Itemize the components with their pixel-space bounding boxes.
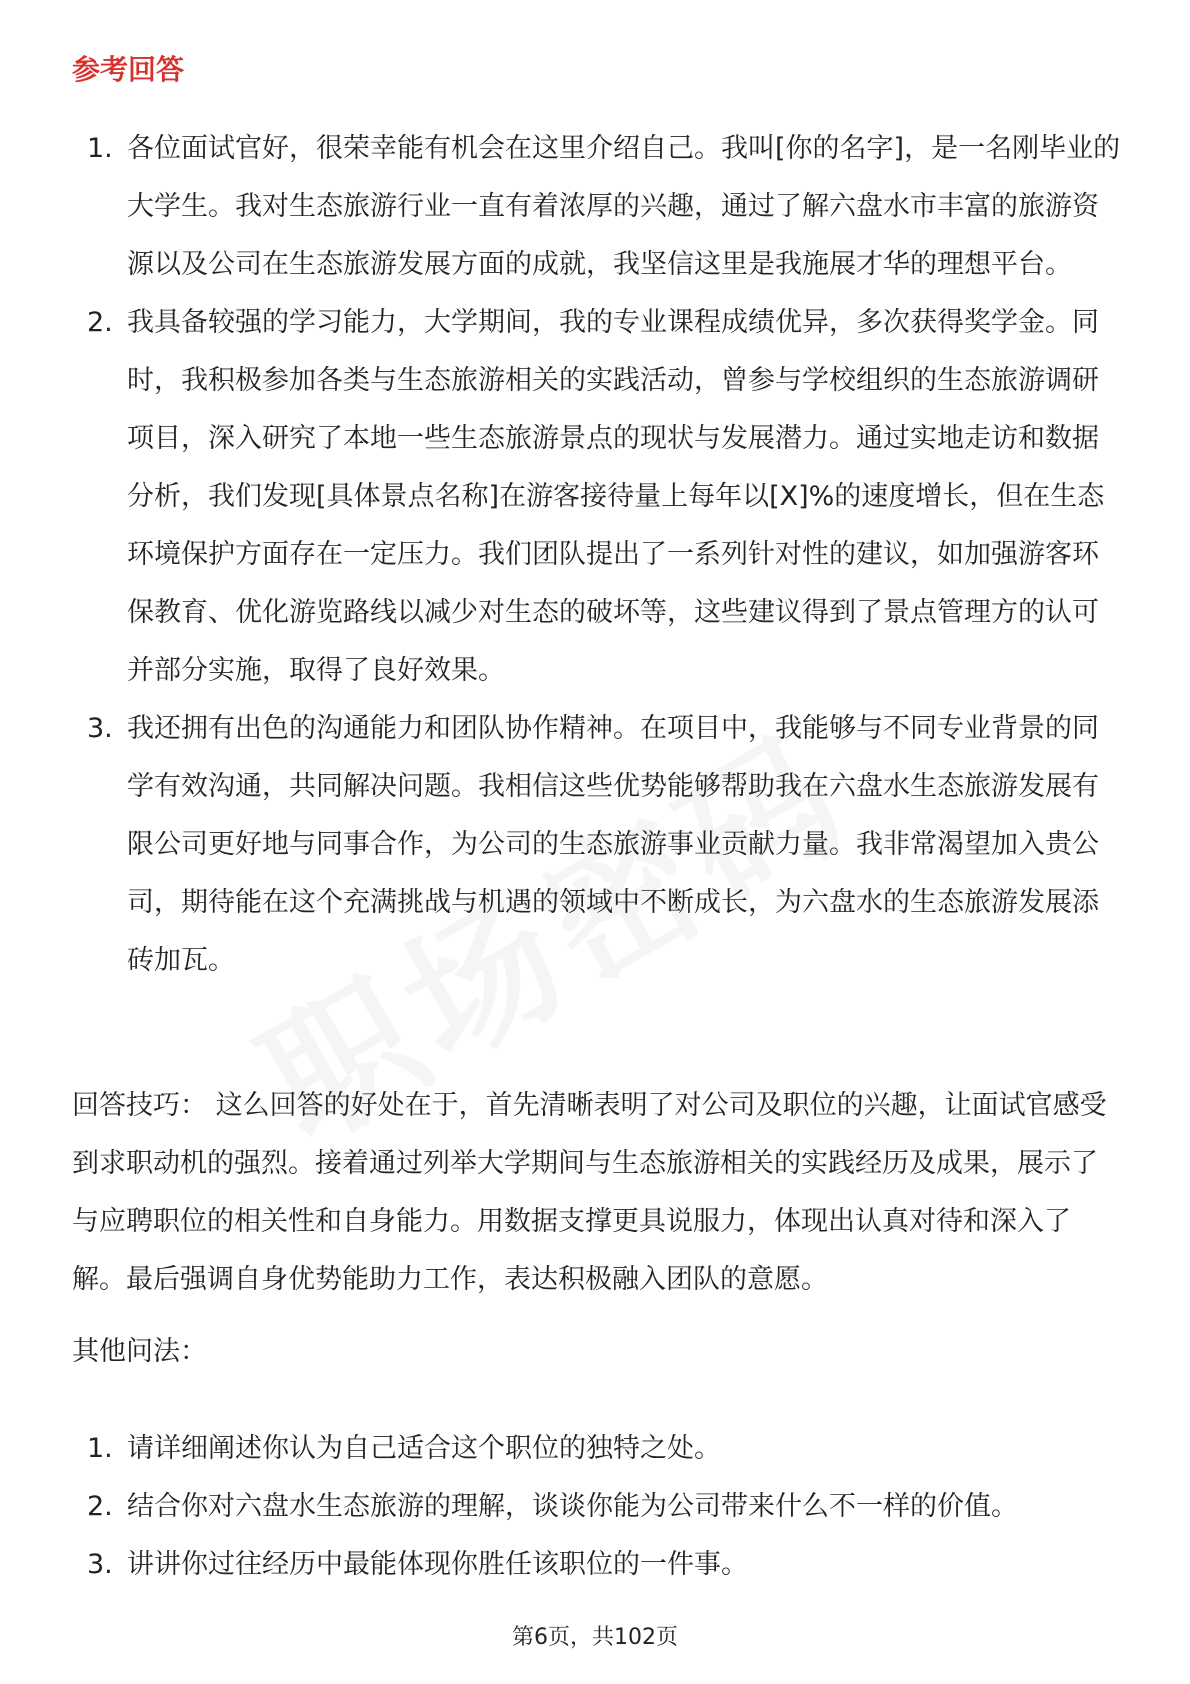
list-number: 3.	[87, 1549, 113, 1580]
list-text: 讲讲你过往经历中最能体现你胜任该职位的一件事。	[127, 1549, 748, 1580]
list-text: 我还拥有出色的沟通能力和团队协作精神。在项目中，我能够与不同专业背景的同学有效沟通，共同解决问题。我相信这些优势能够帮助我在六盘水生态旅游发展有限公司更好地与同事合作，为公司的生态旅游事业贡献力量。我非常渴望加入贵公司，期待能在这个充满挑战与机遇的领域中不断成长，为六盘水的生态旅游发展添砖加瓦。	[127, 713, 1099, 976]
list-number: 1.	[87, 133, 113, 164]
list-text: 结合你对六盘水生态旅游的理解，谈谈你能为公司带来什么不一样的价值。	[127, 1491, 1018, 1522]
section-title: 参考回答	[72, 53, 185, 86]
list-item	[72, 1536, 1122, 1594]
list-number: 3.	[87, 713, 113, 744]
other-questions-title: 其他问法：	[72, 1336, 207, 1367]
list-number: 1.	[87, 1433, 113, 1464]
list-number: 2.	[87, 307, 113, 338]
list-item	[72, 294, 1122, 700]
list-text: 请详细阐述你认为自己适合这个职位的独特之处。	[127, 1433, 721, 1464]
list-item	[72, 1420, 1122, 1478]
list-item	[72, 700, 1122, 990]
list-item	[72, 120, 1122, 294]
other-questions-list	[72, 1420, 1122, 1594]
list-text: 各位面试官好，很荣幸能有机会在这里介绍自己。我叫[你的名字]，是一名刚毕业的大学生。我对生态旅游行业一直有着浓厚的兴趣，通过了解六盘水市丰富的旅游资源以及公司在生态旅游发展方面的成就，我坚信这里是我施展才华的理想平台。	[127, 133, 1121, 280]
list-item	[72, 1478, 1122, 1536]
list-number: 2.	[87, 1491, 113, 1522]
page-footer: 第6页，共102页	[512, 1625, 678, 1650]
list-text: 我具备较强的学习能力，大学期间，我的专业课程成绩优异，多次获得奖学金。同时，我积极参加各类与生态旅游相关的实践活动，曾参与学校组织的生态旅游调研项目，深入研究了本地一些生态旅游景点的现状与发展潜力。通过实地走访和数据分析，我们发现[具体景点名称]在游客接待量上每年以[X]%的速度增长，但在生态环境保护方面存在一定压力。我们团队提出了一系列针对性的建议，如加强游客环保教育、优化游览路线以减少对生态的破坏等，这些建议得到了景点管理方的认可并部分实施，取得了良好效果。	[127, 307, 1105, 686]
answer-list	[72, 120, 1122, 990]
answer-tips: 回答技巧： 这么回答的好处在于，首先清晰表明了对公司及职位的兴趣，让面试官感受到求职动机的强烈。接着通过列举大学期间与生态旅游相关的实践经历及成果，展示了与应聘职位的相关性和自身能力。用数据支撑更具说服力，体现出认真对待和深入了解。最后强调自身优势能助力工作，表达积极融入团队的意愿。	[72, 1090, 1107, 1295]
